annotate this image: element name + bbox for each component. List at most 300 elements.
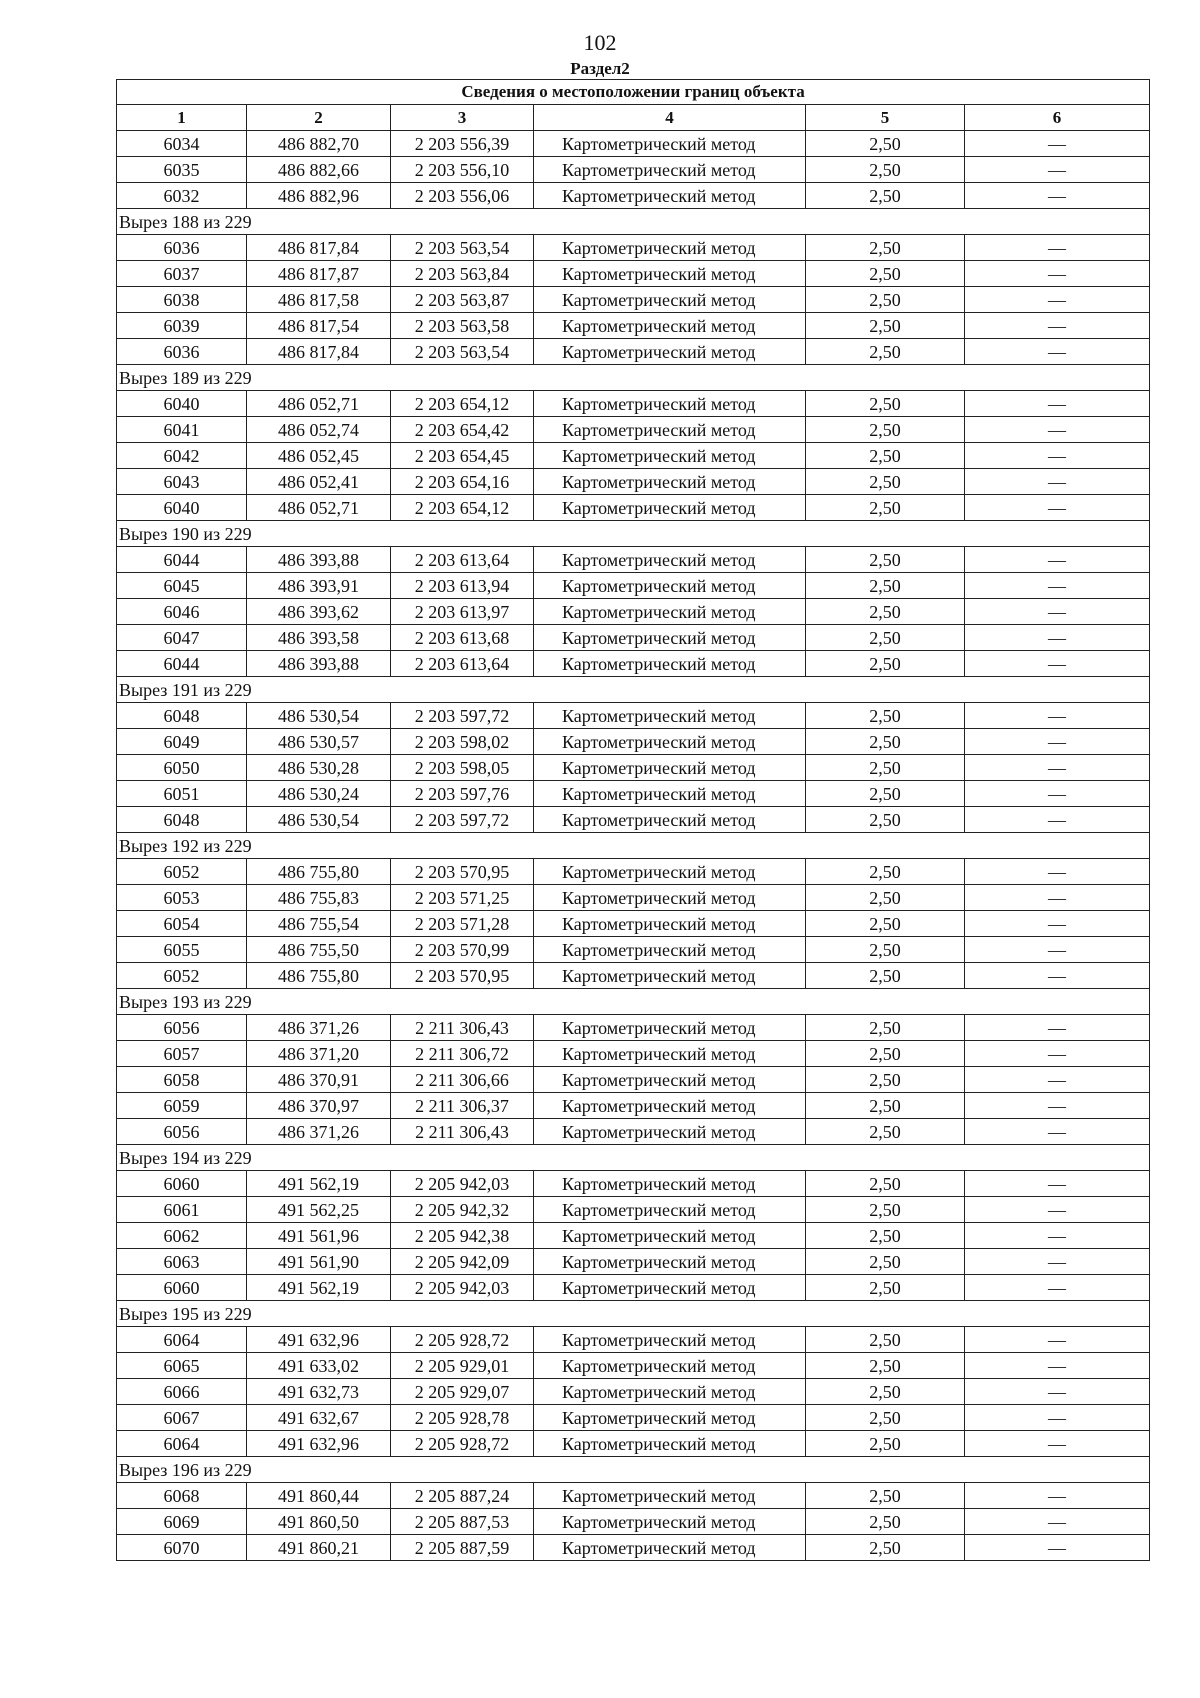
accuracy-cell: 2,50 xyxy=(806,1405,965,1431)
column-header: 1 xyxy=(117,105,247,131)
coordinate-x-cell: 486 530,28 xyxy=(247,755,391,781)
method-cell: Картометрический метод xyxy=(534,1431,806,1457)
coordinate-y-cell: 2 205 942,38 xyxy=(391,1223,534,1249)
note-cell: — xyxy=(965,781,1150,807)
coordinate-y-cell: 2 205 942,03 xyxy=(391,1275,534,1301)
table-row xyxy=(117,625,1150,651)
table-row xyxy=(117,781,1150,807)
accuracy-cell: 2,50 xyxy=(806,547,965,573)
point-number-cell: 6048 xyxy=(117,807,247,833)
table-row xyxy=(117,1067,1150,1093)
coordinate-x-cell: 486 755,83 xyxy=(247,885,391,911)
table-row xyxy=(117,391,1150,417)
note-cell: — xyxy=(965,729,1150,755)
table-row xyxy=(117,495,1150,521)
coordinate-y-cell: 2 205 887,53 xyxy=(391,1509,534,1535)
point-number-cell: 6061 xyxy=(117,1197,247,1223)
note-cell: — xyxy=(965,755,1150,781)
note-cell: — xyxy=(965,937,1150,963)
point-number-cell: 6063 xyxy=(117,1249,247,1275)
table-row xyxy=(117,599,1150,625)
column-header: 6 xyxy=(965,105,1150,131)
note-cell: — xyxy=(965,1223,1150,1249)
accuracy-cell: 2,50 xyxy=(806,937,965,963)
accuracy-cell: 2,50 xyxy=(806,469,965,495)
method-cell: Картометрический метод xyxy=(534,729,806,755)
accuracy-cell: 2,50 xyxy=(806,391,965,417)
note-cell: — xyxy=(965,1275,1150,1301)
method-cell: Картометрический метод xyxy=(534,131,806,157)
table-row xyxy=(117,1119,1150,1145)
note-cell: — xyxy=(965,573,1150,599)
coordinate-x-cell: 486 393,62 xyxy=(247,599,391,625)
coordinate-y-cell: 2 203 654,12 xyxy=(391,391,534,417)
note-cell: — xyxy=(965,963,1150,989)
point-number-cell: 6066 xyxy=(117,1379,247,1405)
coordinate-x-cell: 491 633,02 xyxy=(247,1353,391,1379)
point-number-cell: 6070 xyxy=(117,1535,247,1561)
note-cell: — xyxy=(965,1405,1150,1431)
accuracy-cell: 2,50 xyxy=(806,573,965,599)
point-number-cell: 6052 xyxy=(117,859,247,885)
accuracy-cell: 2,50 xyxy=(806,183,965,209)
table-row xyxy=(117,1431,1150,1457)
point-number-cell: 6036 xyxy=(117,339,247,365)
coordinate-y-cell: 2 203 654,42 xyxy=(391,417,534,443)
coordinate-x-cell: 486 371,26 xyxy=(247,1119,391,1145)
cutout-group-row xyxy=(117,1145,1150,1171)
method-cell: Картометрический метод xyxy=(534,1483,806,1509)
note-cell: — xyxy=(965,1067,1150,1093)
coordinate-y-cell: 2 203 563,87 xyxy=(391,287,534,313)
coordinate-x-cell: 486 882,96 xyxy=(247,183,391,209)
method-cell: Картометрический метод xyxy=(534,1535,806,1561)
method-cell: Картометрический метод xyxy=(534,885,806,911)
method-cell: Картометрический метод xyxy=(534,417,806,443)
method-cell: Картометрический метод xyxy=(534,1119,806,1145)
accuracy-cell: 2,50 xyxy=(806,131,965,157)
table-row xyxy=(117,469,1150,495)
accuracy-cell: 2,50 xyxy=(806,1067,965,1093)
point-number-cell: 6055 xyxy=(117,937,247,963)
section-title: Раздел2 xyxy=(570,59,630,78)
coordinate-x-cell: 486 052,71 xyxy=(247,391,391,417)
method-cell: Картометрический метод xyxy=(534,859,806,885)
method-cell: Картометрический метод xyxy=(534,703,806,729)
coordinate-x-cell: 486 393,91 xyxy=(247,573,391,599)
point-number-cell: 6035 xyxy=(117,157,247,183)
coordinate-x-cell: 491 860,21 xyxy=(247,1535,391,1561)
coordinate-x-cell: 486 530,57 xyxy=(247,729,391,755)
table-row xyxy=(117,235,1150,261)
accuracy-cell: 2,50 xyxy=(806,1223,965,1249)
note-cell: — xyxy=(965,911,1150,937)
note-cell: — xyxy=(965,1015,1150,1041)
point-number-cell: 6042 xyxy=(117,443,247,469)
point-number-cell: 6037 xyxy=(117,261,247,287)
column-header: 4 xyxy=(534,105,806,131)
method-cell: Картометрический метод xyxy=(534,807,806,833)
table-row xyxy=(117,547,1150,573)
accuracy-cell: 2,50 xyxy=(806,1119,965,1145)
method-cell: Картометрический метод xyxy=(534,1327,806,1353)
note-cell: — xyxy=(965,1249,1150,1275)
note-cell: — xyxy=(965,495,1150,521)
coordinate-x-cell: 486 052,45 xyxy=(247,443,391,469)
note-cell: — xyxy=(965,469,1150,495)
coordinate-x-cell: 486 530,24 xyxy=(247,781,391,807)
accuracy-cell: 2,50 xyxy=(806,1327,965,1353)
accuracy-cell: 2,50 xyxy=(806,417,965,443)
method-cell: Картометрический метод xyxy=(534,1223,806,1249)
method-cell: Картометрический метод xyxy=(534,287,806,313)
table-row xyxy=(117,1249,1150,1275)
note-cell: — xyxy=(965,599,1150,625)
method-cell: Картометрический метод xyxy=(534,391,806,417)
table-row xyxy=(117,1171,1150,1197)
cutout-group-row xyxy=(117,1301,1150,1327)
table-row xyxy=(117,729,1150,755)
point-number-cell: 6040 xyxy=(117,391,247,417)
cutout-label: Вырез 193 из 229 xyxy=(117,989,1150,1015)
table-row xyxy=(117,339,1150,365)
cutout-label: Вырез 191 из 229 xyxy=(117,677,1150,703)
coordinate-y-cell: 2 211 306,37 xyxy=(391,1093,534,1119)
coordinate-y-cell: 2 203 597,72 xyxy=(391,807,534,833)
coordinate-x-cell: 486 817,58 xyxy=(247,287,391,313)
coordinate-x-cell: 486 530,54 xyxy=(247,703,391,729)
point-number-cell: 6045 xyxy=(117,573,247,599)
accuracy-cell: 2,50 xyxy=(806,495,965,521)
note-cell: — xyxy=(965,1327,1150,1353)
coordinate-y-cell: 2 211 306,66 xyxy=(391,1067,534,1093)
accuracy-cell: 2,50 xyxy=(806,1535,965,1561)
coordinate-x-cell: 486 393,88 xyxy=(247,651,391,677)
note-cell: — xyxy=(965,183,1150,209)
coordinate-x-cell: 491 561,96 xyxy=(247,1223,391,1249)
table-row xyxy=(117,1535,1150,1561)
table-row xyxy=(117,1327,1150,1353)
accuracy-cell: 2,50 xyxy=(806,1249,965,1275)
cutout-label: Вырез 189 из 229 xyxy=(117,365,1150,391)
column-header-row xyxy=(117,105,1150,131)
point-number-cell: 6039 xyxy=(117,313,247,339)
coordinate-y-cell: 2 203 597,72 xyxy=(391,703,534,729)
coordinate-y-cell: 2 203 556,39 xyxy=(391,131,534,157)
coordinate-x-cell: 486 052,74 xyxy=(247,417,391,443)
coordinate-x-cell: 486 755,80 xyxy=(247,963,391,989)
note-cell: — xyxy=(965,1197,1150,1223)
table-row xyxy=(117,807,1150,833)
coordinate-y-cell: 2 203 598,02 xyxy=(391,729,534,755)
coordinate-y-cell: 2 205 942,09 xyxy=(391,1249,534,1275)
table-caption-row xyxy=(117,80,1150,105)
point-number-cell: 6056 xyxy=(117,1119,247,1145)
coordinate-y-cell: 2 205 928,72 xyxy=(391,1327,534,1353)
method-cell: Картометрический метод xyxy=(534,1015,806,1041)
coordinate-x-cell: 491 632,67 xyxy=(247,1405,391,1431)
coordinate-y-cell: 2 205 887,59 xyxy=(391,1535,534,1561)
method-cell: Картометрический метод xyxy=(534,1171,806,1197)
table-row xyxy=(117,157,1150,183)
coordinate-y-cell: 2 203 570,95 xyxy=(391,963,534,989)
coordinate-x-cell: 486 755,54 xyxy=(247,911,391,937)
coordinate-y-cell: 2 203 654,12 xyxy=(391,495,534,521)
point-number-cell: 6047 xyxy=(117,625,247,651)
table-row xyxy=(117,183,1150,209)
point-number-cell: 6065 xyxy=(117,1353,247,1379)
table-row xyxy=(117,651,1150,677)
coordinate-x-cell: 491 562,19 xyxy=(247,1275,391,1301)
coordinate-y-cell: 2 203 613,64 xyxy=(391,651,534,677)
table-row xyxy=(117,755,1150,781)
table-row xyxy=(117,443,1150,469)
coordinate-x-cell: 491 632,96 xyxy=(247,1431,391,1457)
coordinate-y-cell: 2 211 306,43 xyxy=(391,1119,534,1145)
point-number-cell: 6052 xyxy=(117,963,247,989)
method-cell: Картометрический метод xyxy=(534,1093,806,1119)
method-cell: Картометрический метод xyxy=(534,261,806,287)
accuracy-cell: 2,50 xyxy=(806,1353,965,1379)
accuracy-cell: 2,50 xyxy=(806,911,965,937)
point-number-cell: 6043 xyxy=(117,469,247,495)
note-cell: — xyxy=(965,313,1150,339)
method-cell: Картометрический метод xyxy=(534,443,806,469)
point-number-cell: 6062 xyxy=(117,1223,247,1249)
coordinate-y-cell: 2 203 563,58 xyxy=(391,313,534,339)
method-cell: Картометрический метод xyxy=(534,313,806,339)
coordinate-y-cell: 2 205 942,32 xyxy=(391,1197,534,1223)
accuracy-cell: 2,50 xyxy=(806,1509,965,1535)
coordinate-x-cell: 491 860,50 xyxy=(247,1509,391,1535)
accuracy-cell: 2,50 xyxy=(806,339,965,365)
method-cell: Картометрический метод xyxy=(534,1249,806,1275)
point-number-cell: 6067 xyxy=(117,1405,247,1431)
note-cell: — xyxy=(965,417,1150,443)
table-row xyxy=(117,131,1150,157)
cutout-label: Вырез 196 из 229 xyxy=(117,1457,1150,1483)
table-row xyxy=(117,417,1150,443)
accuracy-cell: 2,50 xyxy=(806,781,965,807)
accuracy-cell: 2,50 xyxy=(806,963,965,989)
point-number-cell: 6036 xyxy=(117,235,247,261)
table-row xyxy=(117,1379,1150,1405)
accuracy-cell: 2,50 xyxy=(806,261,965,287)
coordinate-y-cell: 2 203 570,99 xyxy=(391,937,534,963)
coordinate-x-cell: 491 860,44 xyxy=(247,1483,391,1509)
point-number-cell: 6038 xyxy=(117,287,247,313)
coordinate-x-cell: 491 562,25 xyxy=(247,1197,391,1223)
cutout-group-row xyxy=(117,209,1150,235)
point-number-cell: 6064 xyxy=(117,1327,247,1353)
point-number-cell: 6069 xyxy=(117,1509,247,1535)
point-number-cell: 6041 xyxy=(117,417,247,443)
point-number-cell: 6064 xyxy=(117,1431,247,1457)
accuracy-cell: 2,50 xyxy=(806,157,965,183)
cutout-group-row xyxy=(117,833,1150,859)
page-number: 102 xyxy=(583,30,617,55)
table-row xyxy=(117,703,1150,729)
coordinate-y-cell: 2 203 556,06 xyxy=(391,183,534,209)
accuracy-cell: 2,50 xyxy=(806,1275,965,1301)
note-cell: — xyxy=(965,703,1150,729)
note-cell: — xyxy=(965,1483,1150,1509)
column-header: 2 xyxy=(247,105,391,131)
note-cell: — xyxy=(965,1535,1150,1561)
accuracy-cell: 2,50 xyxy=(806,885,965,911)
note-cell: — xyxy=(965,547,1150,573)
accuracy-cell: 2,50 xyxy=(806,443,965,469)
method-cell: Картометрический метод xyxy=(534,1509,806,1535)
point-number-cell: 6048 xyxy=(117,703,247,729)
note-cell: — xyxy=(965,1093,1150,1119)
point-number-cell: 6058 xyxy=(117,1067,247,1093)
cutout-label: Вырез 192 из 229 xyxy=(117,833,1150,859)
method-cell: Картометрический метод xyxy=(534,1405,806,1431)
point-number-cell: 6053 xyxy=(117,885,247,911)
method-cell: Картометрический метод xyxy=(534,625,806,651)
point-number-cell: 6054 xyxy=(117,911,247,937)
boundary-coordinates-table xyxy=(116,79,1150,1561)
method-cell: Картометрический метод xyxy=(534,495,806,521)
table-row xyxy=(117,1483,1150,1509)
table-caption: Сведения о местоположении границ объекта xyxy=(117,80,1150,105)
note-cell: — xyxy=(965,235,1150,261)
table-row xyxy=(117,911,1150,937)
point-number-cell: 6049 xyxy=(117,729,247,755)
coordinate-x-cell: 486 393,58 xyxy=(247,625,391,651)
method-cell: Картометрический метод xyxy=(534,963,806,989)
table-row xyxy=(117,261,1150,287)
coordinate-x-cell: 486 817,84 xyxy=(247,339,391,365)
accuracy-cell: 2,50 xyxy=(806,651,965,677)
method-cell: Картометрический метод xyxy=(534,1275,806,1301)
point-number-cell: 6068 xyxy=(117,1483,247,1509)
method-cell: Картометрический метод xyxy=(534,157,806,183)
accuracy-cell: 2,50 xyxy=(806,1197,965,1223)
method-cell: Картометрический метод xyxy=(534,1353,806,1379)
accuracy-cell: 2,50 xyxy=(806,703,965,729)
point-number-cell: 6051 xyxy=(117,781,247,807)
coordinate-x-cell: 486 052,71 xyxy=(247,495,391,521)
method-cell: Картометрический метод xyxy=(534,547,806,573)
method-cell: Картометрический метод xyxy=(534,781,806,807)
accuracy-cell: 2,50 xyxy=(806,755,965,781)
coordinate-y-cell: 2 203 563,54 xyxy=(391,339,534,365)
accuracy-cell: 2,50 xyxy=(806,1093,965,1119)
note-cell: — xyxy=(965,157,1150,183)
table-body xyxy=(117,131,1150,1561)
table-row xyxy=(117,1353,1150,1379)
point-number-cell: 6044 xyxy=(117,651,247,677)
point-number-cell: 6034 xyxy=(117,131,247,157)
table-row xyxy=(117,287,1150,313)
table-row xyxy=(117,313,1150,339)
method-cell: Картометрический метод xyxy=(534,911,806,937)
coordinate-y-cell: 2 203 571,25 xyxy=(391,885,534,911)
accuracy-cell: 2,50 xyxy=(806,1431,965,1457)
method-cell: Картометрический метод xyxy=(534,1197,806,1223)
note-cell: — xyxy=(965,339,1150,365)
accuracy-cell: 2,50 xyxy=(806,1015,965,1041)
point-number-cell: 6060 xyxy=(117,1171,247,1197)
table-row xyxy=(117,1275,1150,1301)
note-cell: — xyxy=(965,1041,1150,1067)
cutout-label: Вырез 188 из 229 xyxy=(117,209,1150,235)
note-cell: — xyxy=(965,859,1150,885)
coordinate-x-cell: 486 755,50 xyxy=(247,937,391,963)
coordinate-x-cell: 486 882,66 xyxy=(247,157,391,183)
note-cell: — xyxy=(965,1171,1150,1197)
cutout-label: Вырез 194 из 229 xyxy=(117,1145,1150,1171)
coordinate-y-cell: 2 203 563,84 xyxy=(391,261,534,287)
accuracy-cell: 2,50 xyxy=(806,1379,965,1405)
coordinate-x-cell: 486 817,54 xyxy=(247,313,391,339)
cutout-label: Вырез 190 из 229 xyxy=(117,521,1150,547)
coordinate-y-cell: 2 203 597,76 xyxy=(391,781,534,807)
table-row xyxy=(117,1405,1150,1431)
method-cell: Картометрический метод xyxy=(534,183,806,209)
coordinate-y-cell: 2 211 306,72 xyxy=(391,1041,534,1067)
coordinate-x-cell: 486 882,70 xyxy=(247,131,391,157)
point-number-cell: 6050 xyxy=(117,755,247,781)
note-cell: — xyxy=(965,651,1150,677)
accuracy-cell: 2,50 xyxy=(806,625,965,651)
note-cell: — xyxy=(965,807,1150,833)
accuracy-cell: 2,50 xyxy=(806,1171,965,1197)
coordinate-y-cell: 2 203 598,05 xyxy=(391,755,534,781)
coordinate-y-cell: 2 205 942,03 xyxy=(391,1171,534,1197)
coordinate-y-cell: 2 203 613,68 xyxy=(391,625,534,651)
coordinate-y-cell: 2 203 556,10 xyxy=(391,157,534,183)
table-row xyxy=(117,1041,1150,1067)
note-cell: — xyxy=(965,391,1150,417)
coordinate-x-cell: 491 632,96 xyxy=(247,1327,391,1353)
accuracy-cell: 2,50 xyxy=(806,313,965,339)
cutout-group-row xyxy=(117,677,1150,703)
table-row xyxy=(117,859,1150,885)
table-row xyxy=(117,1015,1150,1041)
method-cell: Картометрический метод xyxy=(534,235,806,261)
point-number-cell: 6032 xyxy=(117,183,247,209)
coordinate-x-cell: 486 371,26 xyxy=(247,1015,391,1041)
accuracy-cell: 2,50 xyxy=(806,1041,965,1067)
coordinate-y-cell: 2 205 928,78 xyxy=(391,1405,534,1431)
accuracy-cell: 2,50 xyxy=(806,729,965,755)
coordinate-y-cell: 2 203 613,97 xyxy=(391,599,534,625)
method-cell: Картометрический метод xyxy=(534,755,806,781)
coordinate-x-cell: 491 562,19 xyxy=(247,1171,391,1197)
coordinate-y-cell: 2 203 571,28 xyxy=(391,911,534,937)
point-number-cell: 6056 xyxy=(117,1015,247,1041)
coordinate-y-cell: 2 203 654,16 xyxy=(391,469,534,495)
coordinate-y-cell: 2 203 613,64 xyxy=(391,547,534,573)
method-cell: Картометрический метод xyxy=(534,651,806,677)
note-cell: — xyxy=(965,1353,1150,1379)
column-header: 3 xyxy=(391,105,534,131)
point-number-cell: 6057 xyxy=(117,1041,247,1067)
method-cell: Картометрический метод xyxy=(534,599,806,625)
coordinate-x-cell: 486 755,80 xyxy=(247,859,391,885)
coordinate-x-cell: 491 632,73 xyxy=(247,1379,391,1405)
method-cell: Картометрический метод xyxy=(534,1379,806,1405)
coordinate-y-cell: 2 205 929,01 xyxy=(391,1353,534,1379)
note-cell: — xyxy=(965,261,1150,287)
accuracy-cell: 2,50 xyxy=(806,807,965,833)
method-cell: Картометрический метод xyxy=(534,1067,806,1093)
table-row xyxy=(117,1093,1150,1119)
method-cell: Картометрический метод xyxy=(534,469,806,495)
